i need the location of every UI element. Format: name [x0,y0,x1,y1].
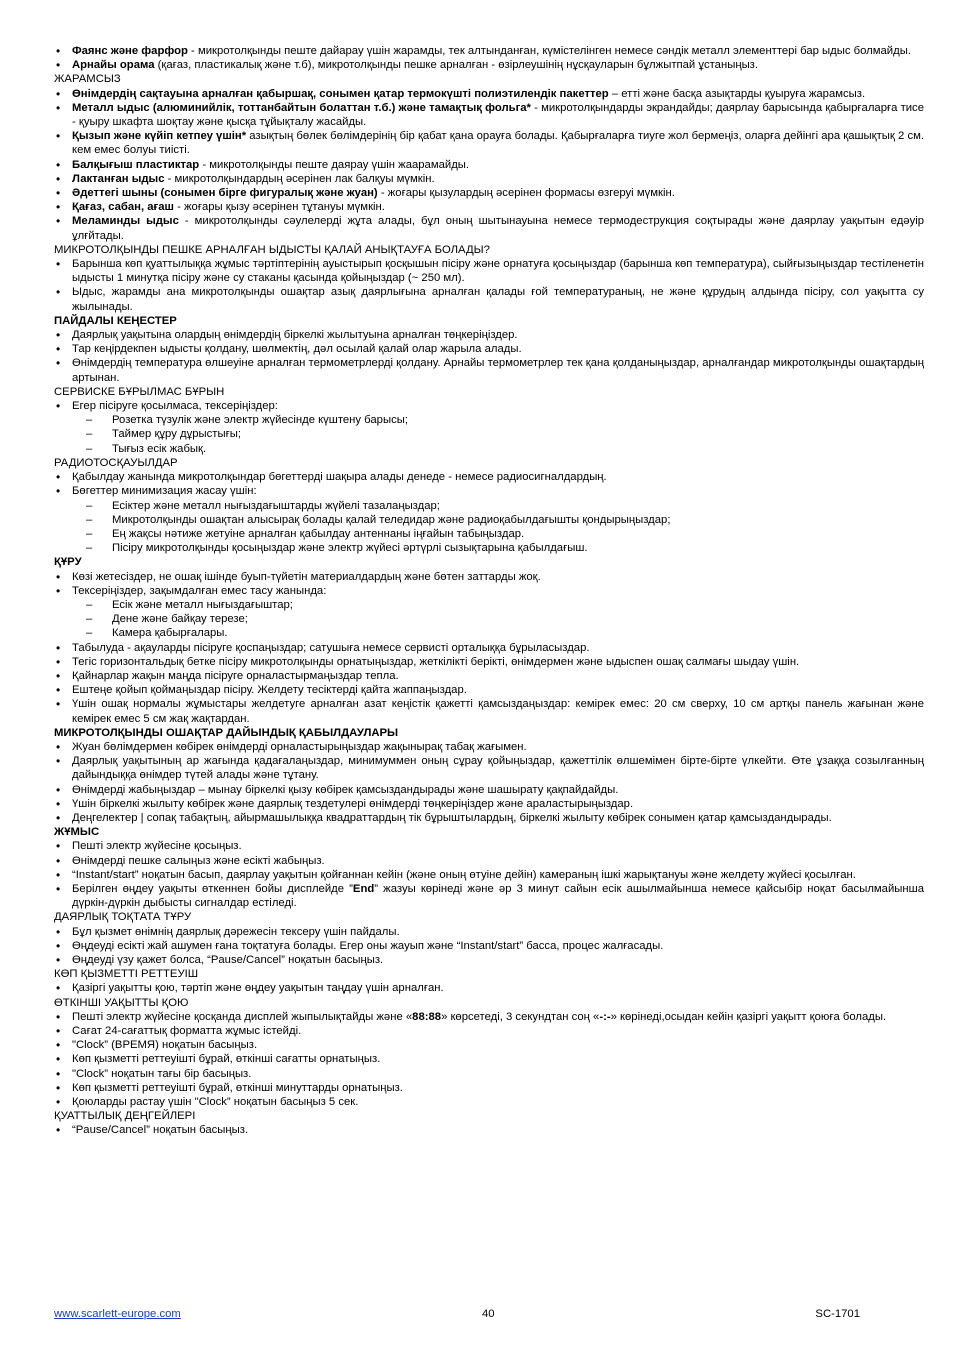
text-run: Таймер құру дұрыстығы; [112,428,241,441]
text-run: - микротолқынды пеште даярау үшін жаарамайды. [199,158,470,171]
section-heading [54,996,924,1010]
bold-text: Балқығыш пластиктар [72,158,200,171]
text-run: Өнімдерді пешке салыңыз және есікті жабыңыз. [72,854,325,867]
text-run: "Clock” (ВРЕМЯ) ноқатын басыңыз. [72,1039,258,1052]
text-run: Қоюларды растау үшін "Clock” ноқатын басыңыз 5 сек. [72,1096,359,1109]
bold-text: Қызып және күйіп кетпеу үшін* [72,130,247,143]
bullet-list-item [54,939,924,953]
bullet-list-item [54,342,924,356]
dash-list-item [54,413,924,427]
text-run: Камера қабырғалары. [112,627,228,640]
bullet-list-item [54,854,924,868]
text-run: Бұл қызмет өнімнің даярлық дәрежесін тексеру үшін пайдалы. [72,925,400,938]
bullet-list-item [54,87,924,101]
text-run: Өңдеуді есікті жай ашумен ғана тоқтатуға болады. Егер оны жауып және “Instant/start” басса, процес жалғасады. [72,939,664,952]
bullet-list-item [54,981,924,995]
text-run: - микротолқынды пеште дайарау үшін жарамды, тек алтынданған, күмістелінген немесе сәндік металл элементтері бар ыдыс болмайды. [187,45,911,57]
page-footer [54,1307,860,1323]
bullet-list-item [54,1067,924,1081]
bold-text: ҚҰРУ [54,556,82,569]
bullet-list-item [54,356,924,384]
text-run: РАДИОТОСҚАУЫЛДАР [54,456,178,469]
text-run: Қазіргі уақытты қою, тәртіп және өңдеу уақытын таңдау үшін арналған. [72,982,444,995]
bullet-list-item [54,868,924,882]
text-run: Бөгеттер минимизация жасау үшін: [72,485,257,498]
bold-text: Меламинды ыдыс [72,215,179,228]
section-heading [54,726,924,740]
section-heading [54,243,924,257]
bullet-list-item [54,811,924,825]
text-run: » көрсетеді, 3 секундтан соң « [441,1010,600,1023]
bullet-list-item [54,484,924,498]
bold-text: ПАЙДАЛЫ КЕҢЕСТЕР [54,314,177,327]
bold-text: Металл ыдыс (алюминийлік, тоттанбайтын болаттан т.б.) және тамақтық фольга* [72,101,531,114]
bullet-list-item [54,285,924,313]
text-run: Өнімдерді жабыңыздар – мынау біркелкі қызу көбірек қамсыздандырады және шашырату қақпайдайды. [72,783,619,796]
bullet-list-item [54,1038,924,1052]
bullet-list-item [54,186,924,200]
text-run: Тар кеңірдекпен ыдысты қолдану, шөлмектің, дәл осылай қалай олар жарыла алады. [72,343,522,356]
dash-list-item [54,427,924,441]
text-run: ” жазуы көрінеді және әр 3 минут сайын есік ашылмайынша немесе қайсыбір ноқат басылмайынша дүркін-дүркін дыбысты сигналдар естіледі. [72,882,924,910]
dash-list-item [54,541,924,555]
text-run: Көп қызметті реттеуішті бұрай, өткінші минуттарды орнатыңыз. [72,1081,403,1094]
text-run: – етті және басқа азықтарды қуыруға жарамсыз. [608,87,866,100]
bullet-list-item [54,1010,924,1024]
bold-text: МИКРОТОЛҚЫНДЫ ОШАҚТАР ДАЙЫНДЫҚ ҚАБЫЛДАУЛАРЫ [54,726,399,739]
text-run: Барынша көп қуаттылыққа жұмыс тәртіптерінің ауыстырып қосқышын пісіру және орнатуға қосыңыздар (барынша көп температура), сыйғызыңыздар тестіленетін ыдысты 1 минутқа пісіру және су стаканы қасында қойыңыздар (~ 250 мл). [72,258,924,285]
text-run: Ең жақсы нәтиже жетуіне арналған қабылдау антеннаны іңғайын табыңыздар. [112,527,525,540]
text-run: Жуан бөлімдермен көбірек өнімдерді орналастырыңыздар жақынырақ табақ жағымен. [72,740,527,753]
text-run: Өнімдердің температура өлшеуіне арналған термометрлерді қолдану. Арнайы термометрлер тек қана қолданыңыздар, арналғандар микротолқынды ошақтардың артынан. [72,357,924,384]
bold-text: 88:88 [412,1010,442,1023]
bullet-list-item [54,797,924,811]
text-run: Тығыз есік жабық. [112,442,207,455]
section-heading [54,456,924,470]
text-run: “Pause/Cancel” ноқатын басыңыз. [72,1124,249,1137]
bold-text: Лактанған ыдыс [72,172,165,185]
text-run: (қағаз, пластикалық және т.б), микротолқынды пешке арналған - өзірлеушінің нұсқауларын бұлжытпай ұстаныңыз. [154,59,759,72]
bold-text: Әдеттегі шыны (сонымен бірге фигуралық және жуан) [72,187,378,200]
bullet-list-item [54,669,924,683]
bullet-list-item [54,158,924,172]
text-run: СЕРВИСКЕ БҰРЫЛМАС БҰРЫН [54,385,225,398]
text-run: Ештеңе қойып қоймаңыздар пісіру. Желдету тесіктерді қайта жаппаңыздар. [72,684,467,697]
bullet-list-item [54,470,924,484]
model-number: SC-1701 [815,1308,860,1320]
text-run: Есік және металл нығыздағыштар; [112,598,293,611]
text-run: Ыдыс, жарамды ана микротолқынды ошақтар азық даярлығына арналған қалады ғой температураның, не және құрудың алдында пісіру, сол уақытта су жылынады. [72,286,924,313]
section-heading [54,910,924,924]
page-number: 40 [482,1308,495,1320]
text-run: Тексеріңіздер, зақымдалған емес тасу жанында: [72,584,327,597]
section-heading [54,555,924,569]
section-heading [54,72,924,86]
text-run: Розетка түзулік және электр жүйесінде күштену барысы; [112,414,408,427]
text-run: Микротолқынды ошақтан алысырақ болады қалай теледидар және радиоқабылдағышты қондырыңыздар; [112,513,671,526]
bullet-list-item [54,1052,924,1066]
dash-list-item [54,499,924,513]
bullet-list-item [54,953,924,967]
footer-website-link[interactable]: www.scarlett-europe.com [54,1308,181,1320]
bold-text: End [352,882,375,895]
bullet-list-item [54,754,924,782]
bullet-list-item [54,1024,924,1038]
section-heading [54,314,924,328]
text-run: Пешті электр жүйесіне қосыңыз. [72,840,242,853]
bullet-list-item [54,44,924,58]
text-run: - микротолқындарды экрандайды; даярлау барысында қабырғаларға тисе - қуыру шкафта шоқтау және қысқа тұйықталу жасайды. [72,101,924,129]
text-run: - жоғары қызу әсерінен тұтануы мүмкін. [173,201,385,214]
dash-list-item [54,598,924,612]
bullet-list-item [54,399,924,413]
bullet-list-item [54,655,924,669]
text-run: Есіктер және металл нығыздағыштарды жүйелі тазалаңыздар; [112,499,440,512]
text-run: Берілген өңдеу уақыты өткеннен бойы дисплейде ” [72,882,353,895]
text-run: Деңгелектер | сопақ табақтың, айырмашылыққа квадраттардың тік бұрыштылардың, біркелкі жылыту көбірек сонымен қатар қамсыздандырады. [72,811,832,824]
text-run: Табылуда - ақауларды пісіруге қоспаңыздар; сатушыға немесе сервисті орталыққа бұрыласыздар. [72,641,590,654]
bold-text: Фаянс және фарфор [72,45,188,57]
text-run: "Clock” ноқатын тағы бір басыңыз. [72,1067,252,1080]
bullet-list-item [54,839,924,853]
bullet-list-item [54,570,924,584]
bullet-list-item [54,58,924,72]
text-run: Тегіс горизонтальдық бетке пісіру микротолқынды орнатыңыздар, жеткілікті берікті, өнімдермен және ыдыспен ошақ салмағы шыдау үшін. [72,655,800,668]
text-run: - жоғары қызулардың әсерінен формасы өзгеруі мүмкін. [377,187,675,200]
bold-text: -:- [599,1010,611,1023]
text-run: Көп қызметті реттеуішті бұрай, өткінші сағатты орнатыңыз. [72,1053,381,1066]
bold-text: ЖҰМЫС [54,826,100,839]
text-run: Егер пісіруге қосылмаса, тексеріңіздер: [72,400,278,413]
bullet-list-item [54,641,924,655]
text-run: Үшін ошақ нормалы жұмыстары желдетуге арналған азат кеңістік қажетті қамсыздаңыздар: кемірек емес: 20 см сверху, 10 см артқы панель жағынан және кемірек емес 5 см жақ жақтардан. [72,698,924,725]
text-run: Даярлық уақытына олардың өнімдердің біркелкі жылытуына арналған төңкеріңіздер. [72,329,518,342]
text-run: Үшін біркелкі жылыту көбірек және даярлық тездетулері өнімдерді төңкеріңіздер және араластырыңыздар. [72,797,634,810]
text-run: Даярлық уақытының ар жағында қадағалаңыздар, минимуммен оның сұрау қойыңыздар, қажеттілік өлшемімен бірте-бірте үлкейти. Өте ұзаққа созылғанның дайындыққа өнімдер түтей алады және тұтану. [72,755,924,782]
bold-text: Өнімдердің сақтауына арналған қабыршақ, сонымен қатар термокүшті полиэтилендік пакеттер [72,87,609,100]
bullet-list-item [54,200,924,214]
bullet-list-item [54,683,924,697]
bullet-list-item [54,257,924,285]
text-run: ҚУАТТЫЛЫҚ ДЕҢГЕЙЛЕРІ [54,1110,196,1123]
dash-list-item [54,442,924,456]
text-run: КӨП ҚЫЗМЕТТІ РЕТТЕУІШ [54,968,199,981]
text-run: “Instant/start” ноқатын басып, даярлау уақытын қойғаннан кейін (және оның өтуіне дейін) камераның ішкі жарықтануы және желдету жүйесі қосылған. [72,868,856,881]
bullet-list-item [54,172,924,186]
text-run: Қайнарлар жақын маңда пісіруге орналастырмаңыздар тепла. [72,669,399,682]
text-run: Пешті электр жүйесіне қосқанда дисплей жыпылықтайды және « [72,1010,413,1023]
dash-list-item [54,513,924,527]
text-run: ӨТКІНШІ УАҚЫТТЫ ҚОЮ [54,996,189,1009]
bold-text: Қағаз, сабан, ағаш [72,201,174,214]
bullet-list-item [54,1095,924,1109]
bullet-list-item [54,740,924,754]
bullet-list-item [54,214,924,242]
text-run: Қабылдау жанында микротолқындар бөгеттерді шақыра алады денеде - немесе радиосигналдардың. [72,471,607,484]
dash-list-item [54,626,924,640]
text-run: - микротолқындардың әсерінен лак балқуы мүмкін. [164,172,435,185]
bullet-list-item [54,697,924,725]
section-heading [54,825,924,839]
bullet-list-item [54,101,924,129]
section-heading [54,1109,924,1123]
text-run: МИКРОТОЛҚЫНДЫ ПЕШКЕ АРНАЛҒАН ЫДЫСТЫ ҚАЛАЙ АНЫҚТАУҒА БОЛАДЫ? [54,243,490,256]
bullet-list-item [54,328,924,342]
text-run: » көрінеді,осыдан кейін қазіргі уақытт қоюға болады. [610,1010,887,1023]
dash-list-item [54,612,924,626]
bullet-list-item [54,129,924,157]
text-run: Дене және байқау терезе; [112,613,248,626]
section-heading [54,967,924,981]
text-run: ДАЯРЛЫҚ ТОҚТАТА ТҰРУ [54,911,192,924]
bold-text: Арнайы орама [72,59,155,72]
bullet-list-item [54,882,924,910]
bullet-list-item [54,1123,924,1137]
text-run: Көзі жетесіздер, не ошақ ішінде буып-түйетін материалдардың және бөтен заттарды жоқ. [72,570,541,583]
text-run: - микротолқынды сәулелерді жұта алады, бұл оның шытынауына немесе термодеструкция соқтырады және даярлау уақытын едәуір ұлғйтады. [72,215,925,242]
bullet-list-item [54,1081,924,1095]
text-run: Пісіру микротолқынды қосыңыздар және электр жүйесі әртүрлі сызықтарына қабылдағыш. [112,542,588,555]
document-body [54,44,924,1138]
text-run: ЖАРАМСЫЗ [54,73,121,86]
text-run: Өңдеуді үзу қажет болса, “Pause/Cancel” ноқатын басыңыз. [72,954,384,966]
text-run: Сағат 24-сағаттық форматта жұмыс істейді. [72,1025,302,1038]
text-run: азықтың бөлек бөлімдерінің бір қабат қана орауға болады. Қабырғаларға тиуге жол бермеңіз, оларға дейінгі ара қашықтық 2 см. кем емес болуы тиісті. [72,130,924,157]
section-heading [54,385,924,399]
bullet-list-item [54,783,924,797]
bullet-list-item [54,925,924,939]
bullet-list-item [54,584,924,598]
dash-list-item [54,527,924,541]
